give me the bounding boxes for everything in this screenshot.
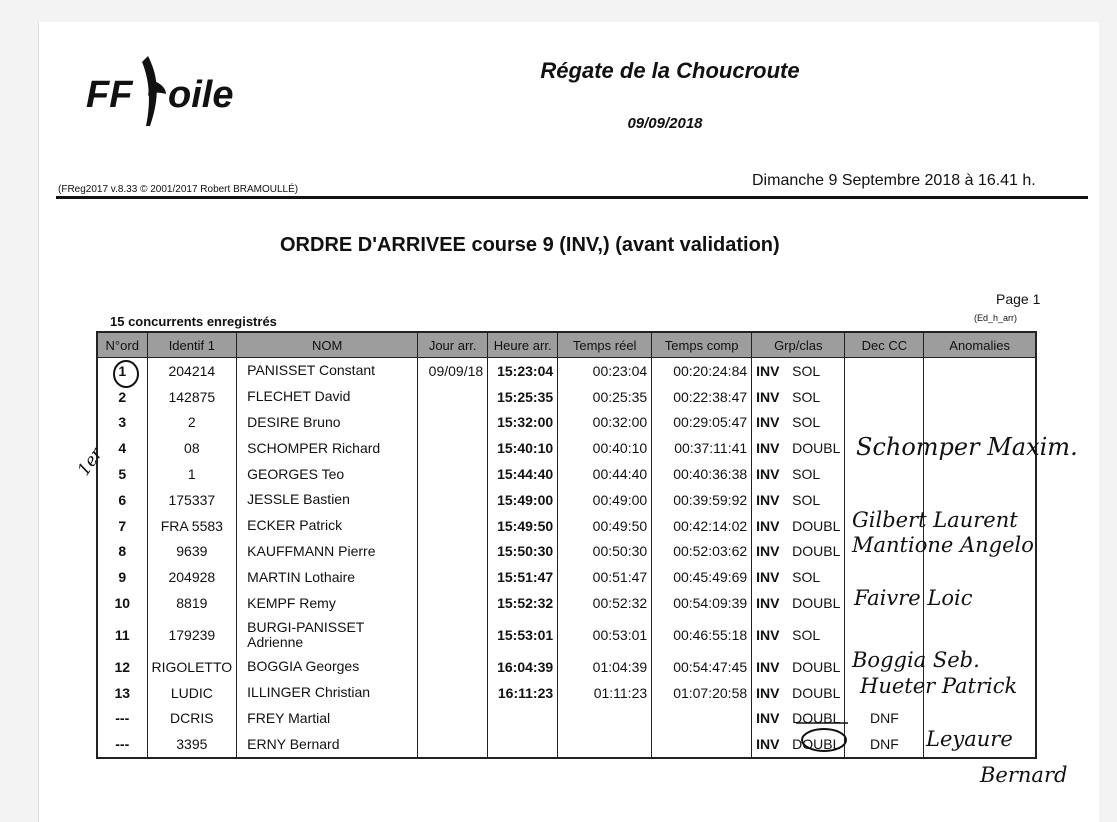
group-class-cell <box>752 410 845 436</box>
handwritten-note: Bernard <box>980 763 1068 787</box>
arrival-time-cell: 15:52:32 <box>488 590 558 616</box>
group-class-cell <box>752 731 845 758</box>
name-cell <box>237 564 418 590</box>
real-time-cell: 00:40:10 <box>558 435 652 461</box>
rank-cell: 7 <box>97 513 147 539</box>
col-header: Dec CC <box>845 332 924 358</box>
class-label: SOL <box>792 491 821 508</box>
identifier-cell: FRA 5583 <box>147 513 237 539</box>
arrival-day-cell <box>418 384 488 410</box>
corrected-time-cell <box>652 731 752 758</box>
col-header: Identif 1 <box>147 332 237 358</box>
group-class-cell <box>752 590 845 616</box>
name-cell <box>237 706 418 732</box>
competitor-name: BURGI-PANISSET Adrienne <box>247 618 365 650</box>
competitor-name: GEORGES Teo <box>247 465 345 482</box>
group-label: INV <box>756 388 780 405</box>
rank-cell: 13 <box>97 680 147 706</box>
arrival-time-cell: 15:40:10 <box>488 435 558 461</box>
class-label: DOUBL <box>792 736 841 753</box>
corrected-time-cell: 00:22:38:47 <box>652 384 752 410</box>
rank-cell: 5 <box>97 461 147 487</box>
anomalies-cell <box>924 358 1036 384</box>
group-label: INV <box>756 736 780 753</box>
group-class-cell <box>752 654 845 680</box>
rank-cell: --- <box>97 706 147 732</box>
corrected-time-cell: 00:37:11:41 <box>652 435 752 461</box>
competitor-name: PANISSET Constant <box>247 362 376 379</box>
real-time-cell: 00:49:50 <box>558 513 652 539</box>
col-header: N°ord <box>97 332 147 358</box>
group-label: INV <box>756 684 780 701</box>
group-label: INV <box>756 569 780 586</box>
name-cell <box>237 384 418 410</box>
rank-cell: 12 <box>97 654 147 680</box>
class-label: SOL <box>792 626 821 643</box>
class-label: SOL <box>792 414 821 431</box>
identifier-cell: 9639 <box>147 539 237 565</box>
group-label: INV <box>756 543 780 560</box>
arrival-day-cell <box>418 539 488 565</box>
class-label: DOUBL <box>792 440 841 457</box>
arrival-time-cell: 15:51:47 <box>488 564 558 590</box>
report-heading: ORDRE D'ARRIVEE course 9 (INV,) (avant validation) <box>280 234 780 256</box>
arrival-day-cell <box>418 435 488 461</box>
group-label: INV <box>756 466 780 483</box>
arrival-day-cell <box>418 487 488 513</box>
real-time-cell: 01:04:39 <box>558 654 652 680</box>
anomalies-cell <box>924 410 1036 436</box>
identifier-cell: 2 <box>147 410 237 436</box>
group-label: INV <box>756 626 780 643</box>
real-time-cell: 00:51:47 <box>558 564 652 590</box>
group-label: INV <box>756 491 780 508</box>
handwritten-note: Schomper Maxim. <box>856 433 1078 461</box>
printed-timestamp: Dimanche 9 Septembre 2018 à 16.41 h. <box>752 172 1036 189</box>
arrival-day-cell <box>418 513 488 539</box>
identifier-cell: RIGOLETTO <box>147 654 237 680</box>
arrival-day-cell <box>418 706 488 732</box>
arrival-day-cell <box>418 731 488 758</box>
decision-cell <box>845 461 924 487</box>
real-time-cell: 00:50:30 <box>558 539 652 565</box>
arrival-day-cell <box>418 616 488 654</box>
rank-cell: 10 <box>97 590 147 616</box>
rank-cell: 2 <box>97 384 147 410</box>
arrival-day-cell <box>418 590 488 616</box>
corrected-time-cell: 00:46:55:18 <box>652 616 752 654</box>
corrected-time-cell: 00:52:03:62 <box>652 539 752 565</box>
identifier-cell: 1 <box>147 461 237 487</box>
decision-cell: DNF <box>845 731 924 758</box>
class-label: SOL <box>792 388 821 405</box>
name-cell <box>237 513 418 539</box>
arrival-time-cell <box>488 731 558 758</box>
group-class-cell <box>752 487 845 513</box>
class-label: SOL <box>792 362 821 379</box>
decision-cell <box>845 358 924 384</box>
arrival-time-cell: 15:44:40 <box>488 461 558 487</box>
decision-cell: DNF <box>845 706 924 732</box>
identifier-cell: 3395 <box>147 731 237 758</box>
handwritten-note: Faivre Loic <box>854 586 973 610</box>
handwritten-note: Gilbert Laurent <box>852 508 1018 532</box>
table-row <box>97 384 1036 410</box>
identifier-cell: LUDIC <box>147 680 237 706</box>
rank-cell: 11 <box>97 616 147 654</box>
corrected-time-cell: 00:20:24:84 <box>652 358 752 384</box>
real-time-cell: 00:25:35 <box>558 384 652 410</box>
group-label: INV <box>756 414 780 431</box>
arrival-time-cell: 15:32:00 <box>488 410 558 436</box>
rank-cell: --- <box>97 731 147 758</box>
handwritten-note: Hueter Patrick <box>860 674 1018 698</box>
corrected-time-cell: 00:42:14:02 <box>652 513 752 539</box>
table-row <box>97 358 1036 384</box>
class-label: SOL <box>792 466 821 483</box>
competitor-name: FREY Martial <box>247 709 331 726</box>
decision-cell <box>845 410 924 436</box>
identifier-cell: 179239 <box>147 616 237 654</box>
real-time-cell <box>558 706 652 732</box>
name-cell <box>237 616 418 654</box>
class-label: DOUBL <box>792 517 841 534</box>
name-cell <box>237 435 418 461</box>
corrected-time-cell: 00:45:49:69 <box>652 564 752 590</box>
arrival-time-cell: 16:04:39 <box>488 654 558 680</box>
col-header: NOM <box>237 332 418 358</box>
decision-cell <box>845 384 924 410</box>
competitor-name: BOGGIA Georges <box>247 658 360 675</box>
table-row <box>97 461 1036 487</box>
rank-cell: 9 <box>97 564 147 590</box>
col-header: Anomalies <box>924 332 1036 358</box>
group-class-cell <box>752 539 845 565</box>
name-cell <box>237 590 418 616</box>
table-header-row <box>97 332 1036 358</box>
group-label: INV <box>756 517 780 534</box>
corrected-time-cell: 00:54:47:45 <box>652 654 752 680</box>
svg-text:FF: FF <box>86 74 133 116</box>
arrival-day-cell <box>418 654 488 680</box>
real-time-cell <box>558 731 652 758</box>
group-label: INV <box>756 440 780 457</box>
corrected-time-cell: 00:54:09:39 <box>652 590 752 616</box>
arrival-time-cell: 15:49:50 <box>488 513 558 539</box>
arrival-time-cell: 15:49:00 <box>488 487 558 513</box>
identifier-cell: DCRIS <box>147 706 237 732</box>
results-body <box>97 358 1036 759</box>
identifier-cell: 142875 <box>147 384 237 410</box>
corrected-time-cell: 01:07:20:58 <box>652 680 752 706</box>
anomalies-cell <box>924 384 1036 410</box>
group-class-cell <box>752 461 845 487</box>
group-label: INV <box>756 658 780 675</box>
competitor-count: 15 concurrents enregistrés <box>110 314 277 329</box>
competitor-name: JESSLE Bastien <box>247 491 350 508</box>
col-header: Jour arr. <box>418 332 488 358</box>
name-cell <box>237 539 418 565</box>
handwritten-note: Boggia Seb. <box>852 648 980 672</box>
col-header: Grp/clas <box>752 332 845 358</box>
class-label: SOL <box>792 569 821 586</box>
competitor-name: KAUFFMANN Pierre <box>247 542 376 559</box>
col-header: Temps réel <box>558 332 652 358</box>
identifier-cell: 175337 <box>147 487 237 513</box>
class-label: DOUBL <box>792 595 841 612</box>
group-class-cell <box>752 564 845 590</box>
class-label: DOUBL <box>792 658 841 675</box>
identifier-cell: 8819 <box>147 590 237 616</box>
real-time-cell: 00:53:01 <box>558 616 652 654</box>
arrival-day-cell <box>418 410 488 436</box>
corrected-time-cell: 00:29:05:47 <box>652 410 752 436</box>
rank-cell: 8 <box>97 539 147 565</box>
competitor-name: MARTIN Lothaire <box>247 568 356 585</box>
corrected-time-cell: 00:39:59:92 <box>652 487 752 513</box>
real-time-cell: 00:49:00 <box>558 487 652 513</box>
competitor-name: DESIRE Bruno <box>247 413 341 430</box>
name-cell <box>237 654 418 680</box>
group-label: INV <box>756 710 780 727</box>
ffvoile-logo <box>86 52 286 130</box>
competitor-name: KEMPF Remy <box>247 594 336 611</box>
corrected-time-cell <box>652 706 752 732</box>
rank-cell: 6 <box>97 487 147 513</box>
name-cell <box>237 358 418 384</box>
regatta-title: Régate de la Choucroute <box>540 58 800 83</box>
header-divider <box>56 196 1088 199</box>
group-label: INV <box>756 595 780 612</box>
anomalies-cell <box>924 461 1036 487</box>
table-row <box>97 731 1036 758</box>
handwritten-note: Mantione Angelo <box>852 533 1034 557</box>
arrival-time-cell: 15:50:30 <box>488 539 558 565</box>
name-cell <box>237 680 418 706</box>
competitor-name: FLECHET David <box>247 388 351 405</box>
col-header: Heure arr. <box>488 332 558 358</box>
class-label: DOUBL <box>792 684 841 701</box>
software-copyright: (FReg2017 v.8.33 © 2001/2017 Robert BRAMOULLÉ) <box>58 184 299 195</box>
arrival-day-cell: 09/09/18 <box>418 358 488 384</box>
svg-text:oile: oile <box>168 74 234 116</box>
class-label: DOUBL <box>792 543 841 560</box>
group-label: INV <box>756 362 780 379</box>
report-code: (Ed_h_arr) <box>974 313 1018 323</box>
rank-cell: 4 <box>97 435 147 461</box>
identifier-cell: 204928 <box>147 564 237 590</box>
arrival-time-cell: 16:11:23 <box>488 680 558 706</box>
group-class-cell <box>752 706 845 732</box>
col-header: Temps comp <box>652 332 752 358</box>
identifier-cell: 204214 <box>147 358 237 384</box>
arrival-time-cell: 15:53:01 <box>488 616 558 654</box>
arrival-day-cell <box>418 461 488 487</box>
name-cell <box>237 410 418 436</box>
group-class-cell <box>752 384 845 410</box>
arrival-time-cell <box>488 706 558 732</box>
corrected-time-cell: 00:40:36:38 <box>652 461 752 487</box>
table-row <box>97 706 1036 732</box>
competitor-name: ILLINGER Christian <box>247 684 371 701</box>
group-class-cell <box>752 435 845 461</box>
arrival-time-cell: 15:25:35 <box>488 384 558 410</box>
name-cell <box>237 487 418 513</box>
class-label: DOUBL <box>792 710 841 727</box>
group-class-cell <box>752 616 845 654</box>
competitor-name: ERNY Bernard <box>247 735 340 752</box>
handwritten-margin-note: 1er <box>73 444 108 480</box>
real-time-cell: 01:11:23 <box>558 680 652 706</box>
name-cell <box>237 731 418 758</box>
name-cell <box>237 461 418 487</box>
real-time-cell: 00:32:00 <box>558 410 652 436</box>
arrival-time-cell: 15:23:04 <box>488 358 558 384</box>
competitor-name: ECKER Patrick <box>247 517 343 534</box>
identifier-cell: 08 <box>147 435 237 461</box>
handwritten-note: Leyaure <box>926 727 1013 751</box>
real-time-cell: 00:44:40 <box>558 461 652 487</box>
competitor-name: SCHOMPER Richard <box>247 439 381 456</box>
real-time-cell: 00:52:32 <box>558 590 652 616</box>
group-class-cell <box>752 513 845 539</box>
arrival-day-cell <box>418 680 488 706</box>
rank-cell: 3 <box>97 410 147 436</box>
rank-cell: 1 <box>97 358 147 384</box>
real-time-cell: 00:23:04 <box>558 358 652 384</box>
arrival-day-cell <box>418 564 488 590</box>
table-row <box>97 410 1036 436</box>
group-class-cell <box>752 680 845 706</box>
page-number: Page 1 <box>996 291 1041 307</box>
group-class-cell <box>752 358 845 384</box>
regatta-date: 09/09/2018 <box>627 115 703 132</box>
